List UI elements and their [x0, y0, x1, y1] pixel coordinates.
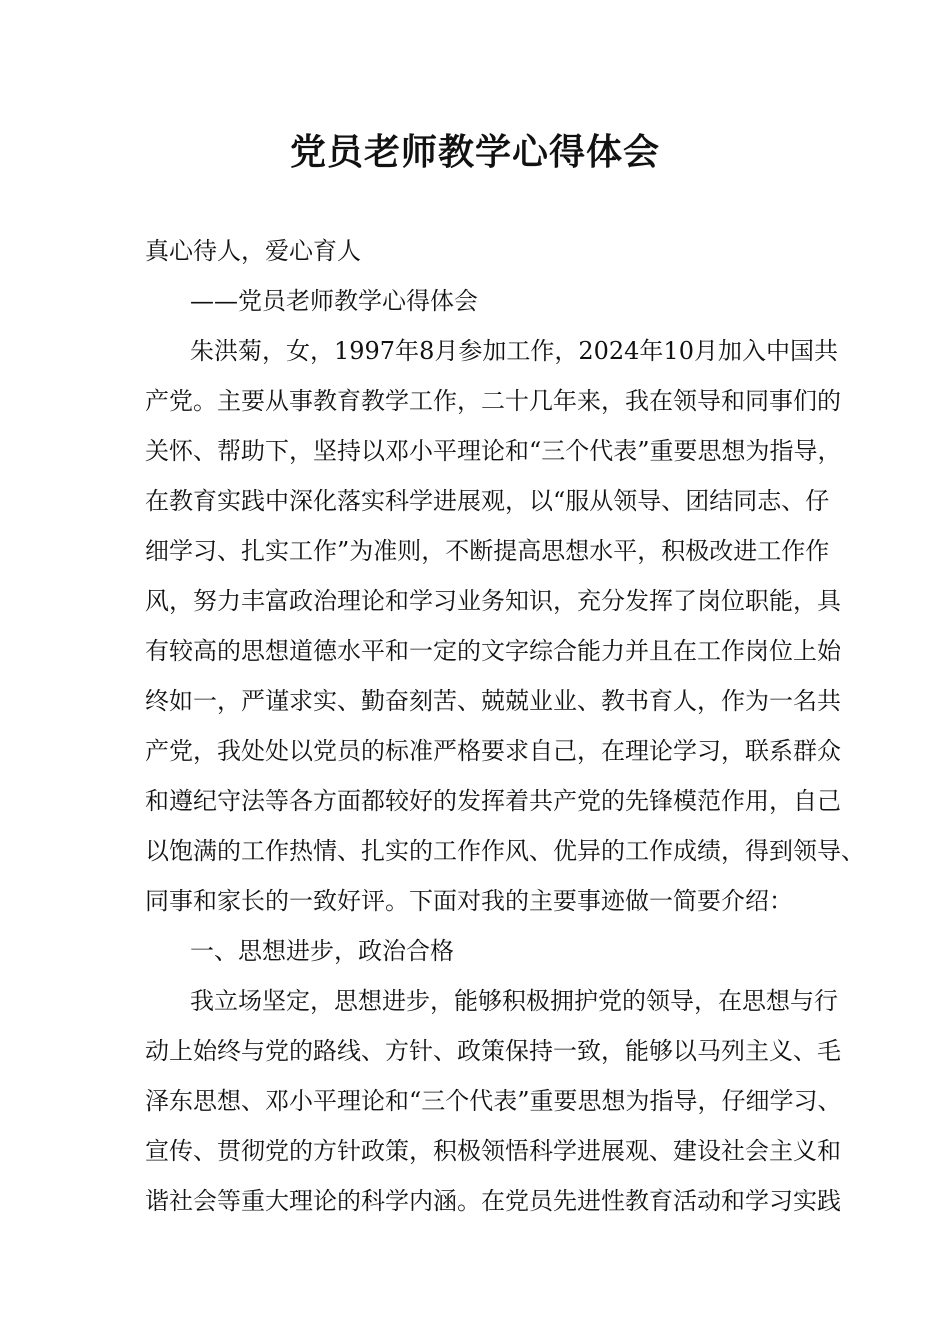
- paragraph-line: 关怀、帮助下，坚持以邓小平理论和“三个代表”重要思想为指导，: [145, 437, 842, 465]
- paragraph-line: 宣传、贯彻党的方针政策，积极领悟科学进展观、建设社会主义和: [145, 1137, 841, 1165]
- document-title: 党员老师教学心得体会: [289, 132, 660, 173]
- byline: ——党员老师教学心得体会: [190, 287, 478, 315]
- section-heading: 一、思想进步，政治合格: [190, 937, 454, 965]
- paragraph-line: 风，努力丰富政治理论和学习业务知识，充分发挥了岗位职能，具: [145, 587, 841, 615]
- paragraph-line: 终如一，严谨求实、勤奋刻苦、兢兢业业、教书育人，作为一名共: [145, 687, 841, 715]
- paragraph-line: 我立场坚定，思想进步，能够积极拥护党的领导，在思想与行: [190, 987, 838, 1015]
- paragraph-line: 谐社会等重大理论的科学内涵。在党员先进性教育活动和学习实践: [145, 1187, 841, 1215]
- paragraph-line: 在教育实践中深化落实科学进展观，以“服从领导、团结同志、仔: [145, 487, 830, 515]
- paragraph-line: 有较高的思想道德水平和一定的文字综合能力并且在工作岗位上始: [145, 637, 841, 665]
- paragraph-line: 以饱满的工作热情、扎实的工作作风、优异的工作成绩，得到领导、: [145, 837, 865, 865]
- paragraph-line: 和遵纪守法等各方面都较好的发挥着共产党的先锋模范作用，自己: [145, 787, 841, 815]
- subtitle-line: 真心待人，爱心育人: [145, 237, 361, 265]
- paragraph-line: 动上始终与党的路线、方针、政策保持一致，能够以马列主义、毛: [145, 1037, 841, 1065]
- paragraph-line: 同事和家长的一致好评。下面对我的主要事迹做一简要介绍：: [145, 887, 793, 915]
- paragraph-line: 产党。主要从事教育教学工作，二十几年来，我在领导和同事们的: [145, 387, 841, 415]
- paragraph-line: 泽东思想、邓小平理论和“三个代表”重要思想为指导，仔细学习、: [145, 1087, 842, 1115]
- paragraph-line: 产党，我处处以党员的标准严格要求自己，在理论学习，联系群众: [145, 737, 841, 765]
- paragraph-line: 朱洪菊，女，1997年8月参加工作，2024年10月加入中国共: [190, 337, 838, 365]
- paragraph-line: 细学习、扎实工作”为准则，不断提高思想水平，积极改进工作作: [145, 537, 830, 565]
